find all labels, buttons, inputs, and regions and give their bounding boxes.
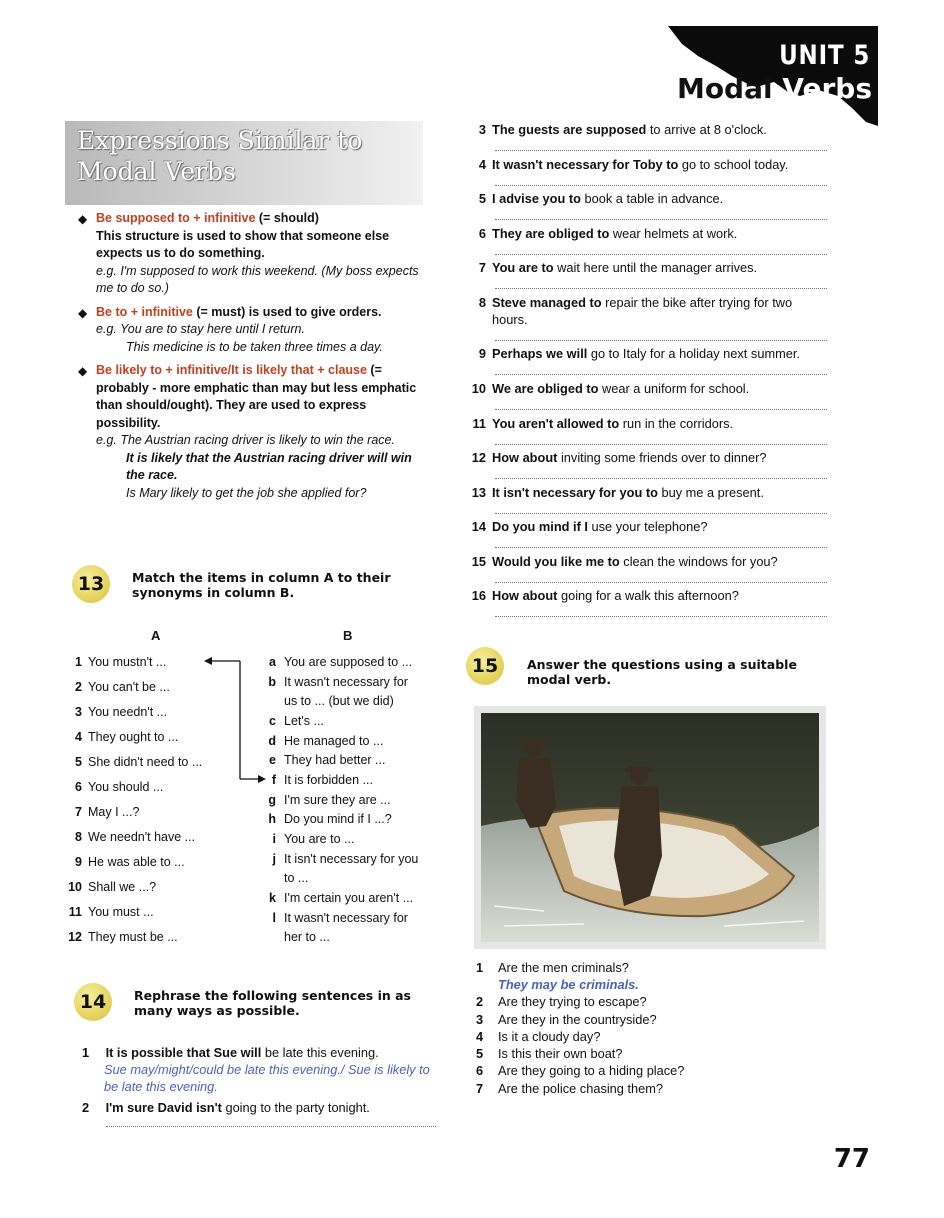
- theory-example: e.g. The Austrian racing driver is likely to win the race.: [96, 433, 395, 447]
- item-text: I'm certain you aren't ...: [284, 891, 414, 905]
- item-text: You can't be ...: [88, 680, 170, 694]
- question-text: Are they trying to escape?: [498, 994, 647, 1009]
- question-text: Is it a cloudy day?: [498, 1029, 601, 1044]
- match-arrow: [200, 652, 270, 788]
- answer-line[interactable]: [495, 373, 827, 375]
- unit-title: [677, 72, 872, 105]
- exercise-14-item: [470, 259, 830, 276]
- theory-rule: Be supposed to + infinitive: [96, 211, 256, 225]
- item-number: 10: [471, 381, 486, 396]
- exercise-15-question: [476, 1045, 622, 1062]
- exercise-15-question: [476, 993, 647, 1010]
- item-letter: b: [268, 675, 276, 689]
- item-number: 9: [75, 855, 82, 869]
- item-text: It isn't necessary for you: [284, 852, 419, 866]
- item-prompt-bold: How about: [492, 450, 558, 465]
- item-text: us to ... (but we did): [284, 694, 394, 708]
- item-prompt-rest: wear a uniform for school.: [598, 381, 750, 396]
- item-text: They had better ...: [284, 753, 386, 767]
- exercise-14-item: [470, 294, 830, 328]
- item-number: 4: [478, 157, 486, 172]
- exercise-15-question: [476, 1080, 663, 1097]
- answer-line[interactable]: [495, 339, 827, 341]
- exercise-15-question: [476, 1062, 684, 1079]
- column-b-item: [262, 793, 391, 807]
- photo-men-with-boat: [474, 706, 826, 949]
- column-a-item: [60, 880, 156, 894]
- expressions-heading-box: [65, 121, 423, 205]
- item-letter: i: [272, 832, 276, 846]
- exercise-15-badge: 15: [466, 647, 504, 685]
- item-number: 2: [75, 680, 82, 694]
- item-prompt-rest: be late this evening.: [261, 1045, 379, 1060]
- column-a-item: [60, 680, 170, 694]
- item-prompt-rest: buy me a present.: [657, 485, 764, 500]
- exercise-14-item: [470, 156, 830, 173]
- theory-explanation: This structure is used to show that someone else expects us to do something.: [96, 228, 390, 260]
- item-text: You should ...: [88, 780, 164, 794]
- item-number: 9: [478, 346, 486, 361]
- exercise-14-item: [470, 345, 830, 362]
- item-number: 7: [75, 805, 82, 819]
- theory-example: e.g. You are to stay here until I return.: [96, 322, 305, 336]
- answer-line[interactable]: [495, 218, 827, 220]
- exercise-14-item: [470, 553, 830, 570]
- item-text: He managed to ...: [284, 734, 384, 748]
- answer-line[interactable]: [495, 253, 827, 255]
- item-number: 8: [478, 295, 486, 310]
- item-text: Shall we ...?: [88, 880, 157, 894]
- item-letter: d: [268, 734, 276, 748]
- item-text: Let's ...: [284, 714, 324, 728]
- item-number: 11: [68, 905, 82, 919]
- item-text: I'm sure they are ...: [284, 793, 391, 807]
- column-a-item: [60, 855, 185, 869]
- item-letter: e: [269, 753, 276, 767]
- item-prompt-bold: The guests are supposed: [492, 122, 647, 137]
- exercise-15-question: [476, 1028, 600, 1045]
- theory-example: e.g. I'm supposed to work this weekend. (My boss expects me to do so.): [96, 263, 419, 295]
- theory-meaning: (= probably - more emphatic than may but less emphatic than should/ought). They are used to express possibility.: [96, 363, 417, 430]
- item-number: 2: [476, 994, 484, 1009]
- item-text: to ...: [284, 871, 309, 885]
- item-prompt-bold: Steve managed to: [492, 295, 602, 310]
- question-text: Are they going to a hiding place?: [498, 1063, 685, 1078]
- item-number: 5: [476, 1046, 484, 1061]
- answer-line[interactable]: [495, 581, 827, 583]
- item-number: 1: [75, 655, 82, 669]
- diamond-bullet-icon: ◆: [78, 305, 88, 320]
- theory-meaning: (= should): [258, 211, 319, 225]
- diamond-bullet-icon: ◆: [78, 212, 88, 226]
- item-prompt-bold: They are obliged to: [492, 226, 610, 241]
- item-text: It wasn't necessary for: [284, 911, 408, 925]
- item-number: 8: [75, 830, 82, 844]
- answer-line[interactable]: [495, 408, 827, 410]
- item-prompt-bold: Would you like me to: [492, 554, 620, 569]
- column-a-item: [60, 930, 178, 944]
- item-number: 12: [471, 450, 486, 465]
- unit-number: UNIT 5: [778, 40, 870, 71]
- item-number: 7: [478, 260, 486, 275]
- answer-line[interactable]: [495, 615, 827, 617]
- item-prompt-bold: Perhaps we will: [492, 346, 588, 361]
- item-letter: l: [272, 911, 276, 925]
- item-number: 16: [471, 588, 486, 603]
- column-b-heading: B: [343, 628, 353, 643]
- column-b-item: [262, 891, 413, 905]
- answer-line[interactable]: [106, 1126, 436, 1127]
- item-prompt-bold: How about: [492, 588, 558, 603]
- theory-example: This medicine is to be taken three times a day.: [126, 339, 383, 354]
- item-prompt-rest: run in the corridors.: [619, 416, 734, 431]
- question-text: Are they in the countryside?: [498, 1012, 657, 1027]
- exercise-13-instruction: Match the items in column A to their synonyms in column B.: [132, 570, 391, 600]
- item-prompt-rest: use your telephone?: [587, 519, 708, 534]
- photo-illustration: [474, 706, 826, 949]
- item-number: 7: [476, 1081, 484, 1096]
- column-b-item: [262, 773, 373, 787]
- unit-banner: [668, 26, 878, 126]
- item-number: 12: [68, 930, 82, 944]
- exercise-14-item: [470, 587, 830, 604]
- exercise-14-item-1: [82, 1044, 442, 1095]
- theory-meaning: (= must) is used to give orders.: [196, 304, 382, 319]
- answer-line[interactable]: [495, 184, 827, 186]
- item-text: You mustn't ...: [88, 655, 167, 669]
- exercise-14-item: [470, 121, 830, 138]
- exercise-14-item: [470, 380, 830, 397]
- item-text: May I ...?: [88, 805, 140, 819]
- item-text: They ought to ...: [88, 730, 179, 744]
- column-b-item: [262, 812, 392, 826]
- item-prompt-rest: go to Italy for a holiday next summer.: [587, 346, 800, 361]
- answer-line[interactable]: [495, 512, 827, 514]
- theory-item: [78, 362, 430, 502]
- item-text: It is forbidden ...: [284, 773, 373, 787]
- item-prompt-rest: going to the party tonight.: [221, 1100, 370, 1115]
- column-a-item: [60, 730, 178, 744]
- item-prompt-bold: Do you mind if I: [492, 519, 588, 534]
- item-number: 11: [472, 416, 486, 431]
- item-text: He was able to ...: [88, 855, 185, 869]
- column-a-item: [60, 905, 154, 919]
- item-prompt-rest: go to school today.: [678, 157, 789, 172]
- item-letter: f: [271, 773, 276, 787]
- item-text: Do you mind if I ...?: [284, 812, 392, 826]
- exercise-14-badge: 14: [74, 983, 112, 1021]
- item-number: 6: [476, 1063, 484, 1078]
- item-number: 14: [471, 519, 486, 534]
- item-prompt-bold: It isn't necessary for you to: [492, 485, 658, 500]
- item-number: 5: [478, 191, 486, 206]
- column-b-item: [262, 911, 408, 925]
- theory-example: Is Mary likely to get the job she applied for?: [126, 485, 367, 500]
- item-letter: j: [272, 852, 276, 866]
- question-text: Is this their own boat?: [498, 1046, 623, 1061]
- item-prompt-rest: wait here until the manager arrives.: [553, 260, 758, 275]
- column-a-item: [60, 780, 163, 794]
- page-number: 77: [833, 1144, 870, 1174]
- exercise-15-instruction: Answer the questions using a suitable modal verb.: [527, 657, 797, 687]
- theory-item: [78, 304, 430, 357]
- item-number: 3: [478, 122, 486, 137]
- unit-title-word2: Verbs: [782, 72, 872, 105]
- item-prompt-bold: We are obliged to: [492, 381, 599, 396]
- question-text: Are the men criminals?: [498, 960, 629, 975]
- item-text: You are supposed to ...: [284, 655, 413, 669]
- item-number: 6: [478, 226, 486, 241]
- answer-line[interactable]: [495, 287, 827, 289]
- column-b-item: [262, 655, 412, 669]
- item-number: 15: [471, 554, 486, 569]
- item-prompt-bold: I'm sure David isn't: [105, 1100, 222, 1115]
- item-prompt-bold: I advise you to: [492, 191, 581, 206]
- column-b-item: [262, 734, 383, 748]
- item-text: They must be ...: [88, 930, 178, 944]
- exercise-15-question: [476, 959, 639, 993]
- exercise-14-item: [470, 225, 830, 242]
- column-a-item: [60, 805, 139, 819]
- theory-example: It is likely that the Austrian racing driver will win the race.: [126, 450, 412, 482]
- item-letter: c: [269, 714, 276, 728]
- column-b-item: [262, 930, 330, 944]
- theory-rule: Be likely to + infinitive/It is likely that + clause: [96, 363, 367, 377]
- item-number: 4: [75, 730, 82, 744]
- item-text: She didn't need to ...: [88, 755, 203, 769]
- item-prompt-bold: You are to: [492, 260, 554, 275]
- answer-line[interactable]: [495, 546, 827, 548]
- item-prompt-rest: to arrive at 8 o'clock.: [646, 122, 767, 137]
- item-number: 1: [82, 1045, 90, 1060]
- column-b-item: [262, 852, 418, 866]
- item-number: 5: [75, 755, 82, 769]
- diamond-bullet-icon: ◆: [78, 364, 88, 378]
- item-letter: g: [268, 793, 276, 807]
- item-number: 13: [471, 485, 486, 500]
- item-number: 6: [75, 780, 82, 794]
- theory-rule: Be to + infinitive: [96, 304, 193, 319]
- item-prompt-bold: It wasn't necessary for Toby to: [492, 157, 679, 172]
- item-number: 2: [82, 1100, 90, 1115]
- exercise-14-item: [470, 415, 830, 432]
- item-prompt-rest: clean the windows for you?: [619, 554, 778, 569]
- answer-line[interactable]: [495, 477, 827, 479]
- item-prompt-rest: going for a walk this afternoon?: [557, 588, 739, 603]
- theory-section: [78, 210, 430, 508]
- theory-item: [78, 210, 430, 298]
- column-b-item: [262, 694, 394, 708]
- answer-line[interactable]: [495, 443, 827, 445]
- exercise-14-instruction: Rephrase the following sentences in as many ways as possible.: [134, 988, 411, 1018]
- expressions-heading: Expressions Similar to Modal Verbs: [77, 126, 363, 186]
- item-text: It wasn't necessary for: [284, 675, 408, 689]
- item-answer: Sue may/might/could be late this evening./ Sue is likely to be late this evening.: [104, 1062, 430, 1094]
- item-text: You are to ...: [284, 832, 355, 846]
- column-a-item: [60, 830, 195, 844]
- item-text: We needn't have ...: [88, 830, 196, 844]
- column-a-item: [60, 655, 166, 669]
- item-text: her to ...: [284, 930, 330, 944]
- exercise-15-question: [476, 1011, 657, 1028]
- column-b-item: [262, 871, 308, 885]
- question-text: Are the police chasing them?: [498, 1081, 664, 1096]
- question-answer: They may be criminals.: [498, 977, 639, 992]
- item-letter: a: [269, 655, 276, 669]
- item-text: You must ...: [88, 905, 154, 919]
- column-b-item: [262, 714, 324, 728]
- item-number: 3: [75, 705, 82, 719]
- column-b-item: [262, 753, 385, 767]
- exercise-14-item: [470, 190, 830, 207]
- item-prompt-bold: It is possible that Sue will: [105, 1045, 262, 1060]
- item-number: 10: [68, 880, 82, 894]
- exercise-14-item: [470, 449, 830, 466]
- exercise-14-item: [470, 484, 830, 501]
- item-number: 1: [476, 960, 484, 975]
- item-prompt-rest: wear helmets at work.: [609, 226, 738, 241]
- item-prompt-bold: You aren't allowed to: [492, 416, 620, 431]
- item-prompt-rest: book a table in advance.: [580, 191, 724, 206]
- exercise-14-item-2: [82, 1099, 442, 1116]
- item-number: 3: [476, 1012, 484, 1027]
- column-a-item: [60, 705, 167, 719]
- column-b-item: [262, 832, 354, 846]
- item-text: You needn't ...: [88, 705, 168, 719]
- item-letter: h: [268, 812, 276, 826]
- column-b-item: [262, 675, 408, 689]
- exercise-13-badge: 13: [72, 565, 110, 603]
- item-prompt-rest: repair the bike after trying for two hours.: [492, 295, 793, 327]
- item-number: 4: [476, 1029, 484, 1044]
- unit-title-word1: Modal: [676, 72, 773, 105]
- item-prompt-rest: inviting some friends over to dinner?: [557, 450, 767, 465]
- column-a-heading: A: [151, 628, 161, 643]
- exercise-14-item: [470, 518, 830, 535]
- answer-line[interactable]: [495, 149, 827, 151]
- column-a-item: [60, 755, 202, 769]
- item-letter: k: [269, 891, 276, 905]
